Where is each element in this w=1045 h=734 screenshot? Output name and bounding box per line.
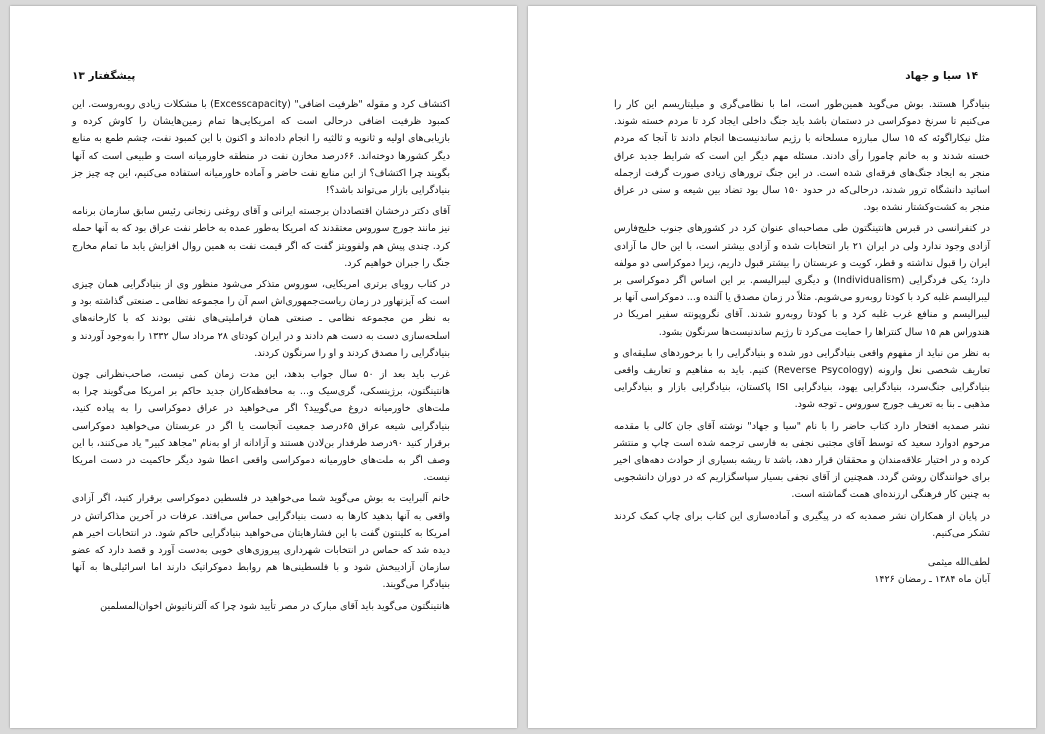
paragraph: اکتشاف کرد و مقوله "ظرفیت اضافی" (Excesscapacity) با مشکلات زیادی روبه‌روست. این کمبود ظرفیت اضافی درحالی است که امریکایی‌ها تمام زمین‌هایشان را کاوش کرده و بازیابی‌های اولیه و ثانویه و ثالثیه را انجام داده‌اند و اکنون با این کمبود نفت، چشم طمع به منابع دیگر کشورها دوخته‌اند. ۶۶درصد مخازن نفت در منطقه خاورمیانه است و طبیعی است که آنها بگویند چرا اکتشاف؟ از این منابع نفت حاضر و آماده خاورمیانه استفاده می‌کنیم، این چه چیز جز بنیادگرایی بازار می‌تواند باشد؟! [72, 99, 450, 197]
signature-name: لطف‌الله میثمی [927, 557, 990, 569]
paragraph: نشر صمدیه افتخار دارد کتاب حاضر را با نام "سیا و جهاد" نوشته آقای جان کالی با مقدمه مرحوم ادوارد سعید که توسط آقای مجتبی نجفی به فارسی ترجمه شده است چاپ و منتشر کرده و در اختیار علاقه‌مندان و محققان قرار دهد، باشد تا ریشه بسیاری از حوادث دهه‌های اخیر برای خوانندگان روشن گردد. همچنین از آقای نجفی بسیار سپاسگزاریم که در دوران دانشجویی به چنین کار فرهنگی ارزنده‌ای همت گماشته است. [614, 420, 990, 501]
paragraph: در کنفرانسی در قبرس هانتینگتون طی مصاحبه‌ای عنوان کرد در کشورهای جنوب خلیج‌فارس آزادی وجود ندارد ولی در ایران ۲۱ بار انتخابات شده و آزادی بیشتر است، با این حال ما آزادی ایران را قبول نداشته و قطر، کویت و عربستان را بیشتر قبول داریم، زیرا دموکراسی دو مولفه دارد؛ یکی فردگرایی (Individualism) و دیگری لیبرالیسم. بر این اساس اگر دموکراسی بر لیبرالیسم غلبه کرد با کودتا روبه‌رو می‌شویم. مثلاً در زمان مصدق یا آلنده و... دموکراسی آنها بر لیبرالیسم و منافع غرب غلبه کرد و با کودتا روبه‌رو شدند. آقای نگروپونته سفیر امریکا در هندوراس هم ۱۵ سال کنتراها را حمایت می‌کرد تا رژیم ساندنیست‌ها سرنگون بشود. [614, 223, 990, 338]
signoff [614, 554, 990, 588]
left-body-text [72, 96, 450, 619]
right-running-head: ۱۴ سیا و جهاد [905, 70, 978, 82]
paragraph: خانم آلبرایت به بوش می‌گوید شما می‌خواهید در فلسطین دموکراسی برقرار کنید، اگر آزادی واقعی به آنها بدهید کارها به دست بنیادگرایی حماس می‌افتد. عرفات در آخرین مذاکراتش در امریکا به کلینتون گفت با این فشارهایتان می‌خواهید بنیادگرایی حاکم شود. در انتخابات اخیر هم دیده شد که حماس در انتخابات شهرداری پیروزی‌های خوبی به‌دست آورد و قصد دارد که عضو سازمان آزادیبخش شود و با فلسطینی‌ها هم روابط دموکراتیک دارند اما اسرائیلی‌ها به آنها بنیادگرا می‌گویند. [72, 493, 450, 591]
left-running-head: پیشگفتار ۱۳ [72, 70, 136, 82]
paragraph: هانتینگتون می‌گوید باید آقای مبارک در مصر تأیید شود چرا که آلترناتیوش اخوان‌المسلمین [100, 600, 450, 612]
paragraph: غرب باید بعد از ۵۰ سال جواب بدهد، این مدت زمان کمی نیست، صاحب‌نظرانی چون هانتینگتون، برژینسکی، گری‌سیک و... به محافظه‌کاران جدید حاکم بر امریکا می‌گویند چرا به ملت‌های خاورمیانه دروغ می‌گویید؟ اگر می‌خواهید در عراق دموکراسی را به پیاده کنید، بنیادگرایی شیعه عراق ۶۵درصد جمعیت آنجاست یا اگر در عربستان می‌خواهید دموکراسی برقرار کنید ۹۰درصد طرفدار بن‌لادن هستند و آزادانه از او به‌نام "مجاهد کبیر" یاد می‌کنند، با این وصف اگر به ملت‌های خاورمیانه دموکراسی واقعی اعطا شود دیگر حاکمیت در دست امریکا نیست. [72, 369, 450, 484]
left-page [10, 6, 517, 728]
paragraph: بنیادگرا هستند. بوش می‌گوید همین‌طور است، اما با نظامی‌گری و میلیتاریسم این کار را می‌کنیم تا سرنخ دموکراسی در دستمان باشد باید جنگ داخلی ایجاد کرد تا مردم خسته شوند. مثل نیکاراگوئه که ۱۵ سال مبارزه مسلحانه با رژیم ساندنیست‌ها انجام دادند تا آنجا که مردم خسته شدند و به خانم چامورا رأی دادند. مسئله مهم دیگر این است که شرایط جدید عراق منجر به ایجاد جنگ‌های فرقه‌ای شده است. در این جنگ ترورهای زیادی صورت گرفت ازجمله اساتید دانشگاه ترور شدند، درحالی‌که در حدود ۱۵۰ سال بود تضاد بین شیعه و سنی در عراق منجر به کشت‌وکشتار نشده بود. [614, 99, 990, 214]
right-body-text [614, 96, 990, 588]
paragraph: آقای دکتر درخشان اقتصاددان برجسته ایرانی و آقای روغنی زنجانی رئیس سابق سازمان برنامه نیز مانند جورج سوروس معتقدند که امریکا به‌طور عمده به خاطر نفت عراق بود که به آنها حمله کرد. چندی پیش هم ولفوویتز گفت که اگر قیمت نفت به همین روال افزایش یابد ما تمام مخارج جنگ را جبران خواهیم کرد. [72, 206, 450, 269]
paragraph: به نظر من نباید از مفهوم واقعی بنیادگرایی دور شده و بنیادگرایی را با برخوردهای سلیقه‌ای و تعاریف شخصی نعل وارونه (Reverse Psycology) کنیم. باید به مفاهیم و تعاریف واقعی بنیادگرایی جنگ‌سرد، بنیادگرایی یهود، بنیادگرایی ISI پاکستان، بنیادگرایی بازار و بنیادگرایی مذهبی ـ بنا به تعریف جورج سوروس ـ توجه شود. [614, 347, 991, 411]
paragraph: در کتاب رویای برتری امریکایی، سوروس متذکر می‌شود منظور وی از بنیادگرایی همان چیزی است که آیزنهاور در زمان ریاست‌جمهوری‌اش اسم آن را مجموعه نظامی ـ صنعتی گذاشته بود و به نظر من مجموعه نظامی ـ صنعتی همان فراملیتی‌های نفتی بودند که با کارخانه‌های اسلحه‌سازی دست به دست هم دادند و در ایران کودتای ۲۸ مرداد سال ۱۳۳۲ را به‌وجود آوردند و بنیادگرایی را مصدق کردند و او را سرنگون کردند. [72, 279, 450, 359]
paragraph: در پایان از همکاران نشر صمدیه که در پیگیری و آماده‌سازی این کتاب برای چاپ کمک کردند تشکر می‌کنیم. [614, 510, 990, 539]
signature-date: آبان ماه ۱۳۸۴ ـ رمضان ۱۴۲۶ [874, 574, 990, 586]
right-page [528, 6, 1036, 728]
